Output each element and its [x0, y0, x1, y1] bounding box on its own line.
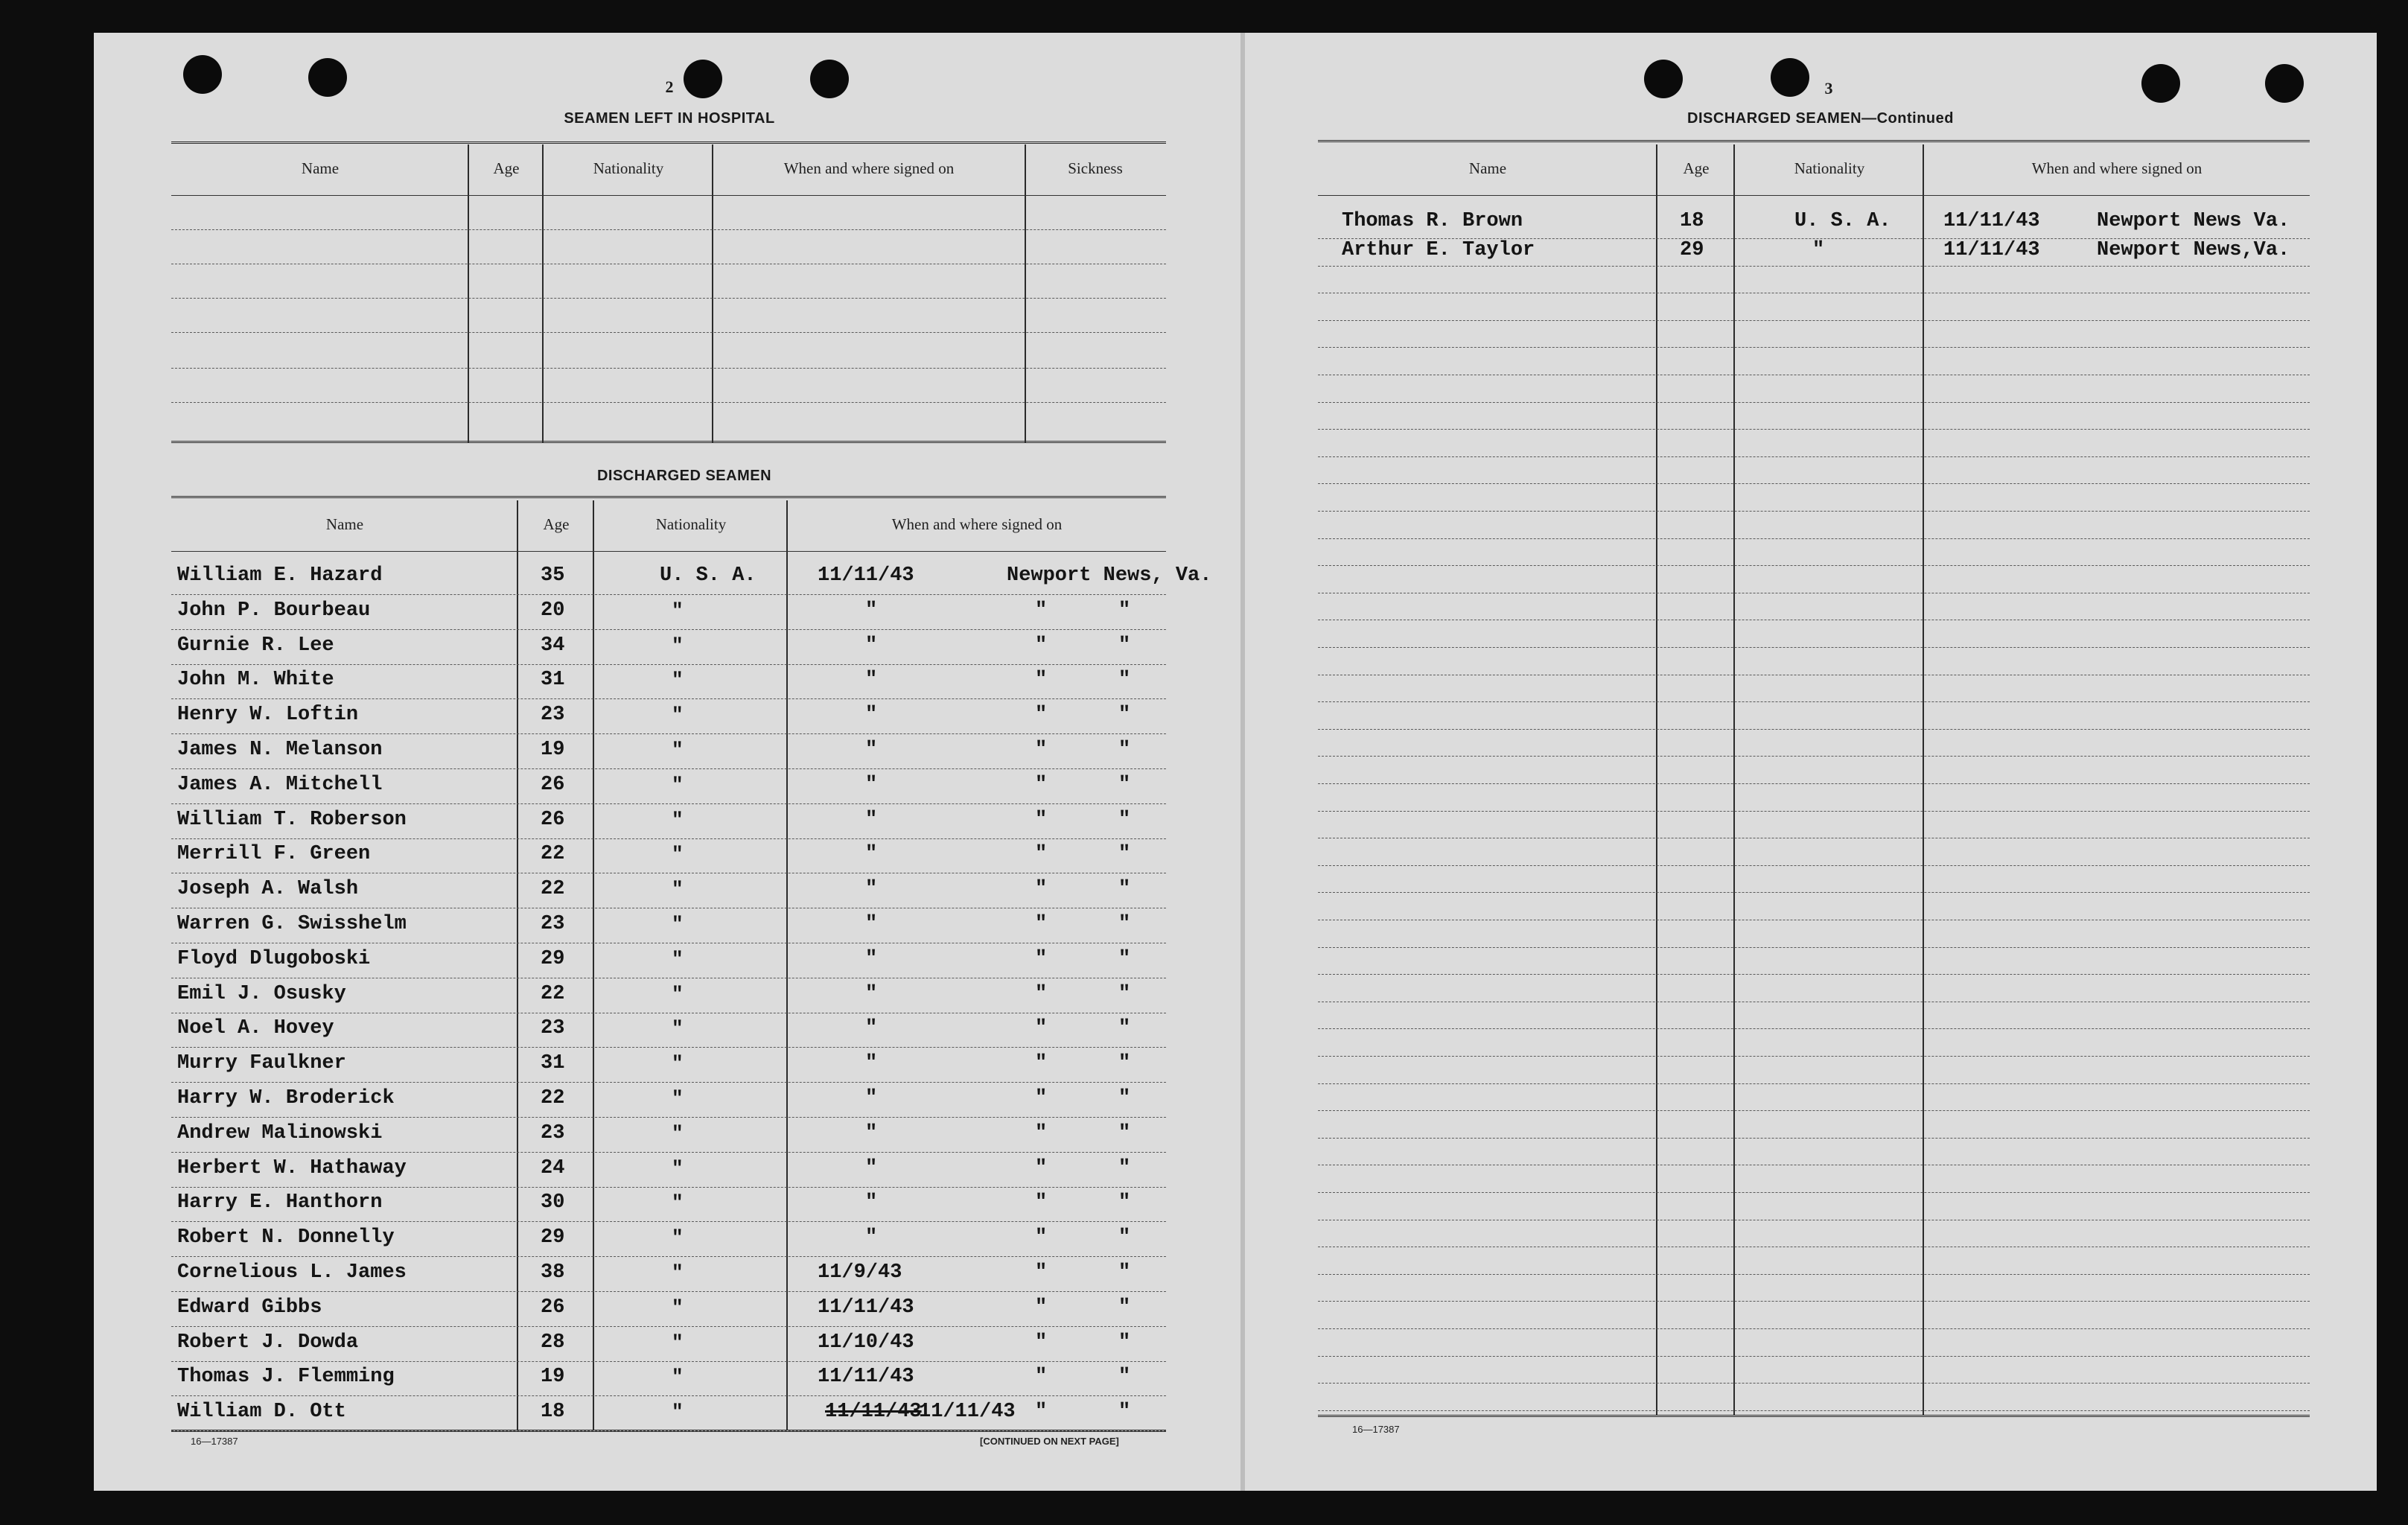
seaman-name: Robert J. Dowda: [177, 1331, 359, 1354]
seaman-nationality: ": [672, 808, 684, 831]
form-number: 16—17387: [1352, 1424, 1400, 1435]
ditto-mark: ": [1118, 1052, 1131, 1075]
row-line: [1318, 1110, 2310, 1111]
row-line: [1318, 892, 2310, 893]
seaman-nationality: ": [672, 773, 684, 796]
column-divider: [593, 500, 594, 1430]
signed-on-place: ": [1035, 669, 1048, 692]
seaman-name: Cornelious L. James: [177, 1261, 407, 1284]
row-line: [1318, 1410, 2310, 1411]
seaman-name: James A. Mitchell: [177, 773, 383, 796]
punch-hole: [1771, 58, 1809, 97]
seaman-age: 26: [541, 773, 565, 796]
seaman-nationality: U. S. A.: [1794, 210, 1891, 232]
seaman-nationality: ": [672, 599, 684, 622]
seaman-name: Joseph A. Walsh: [177, 878, 359, 901]
seaman-age: 19: [541, 739, 565, 761]
signed-on-place: ": [1035, 878, 1048, 901]
seaman-age: 20: [541, 599, 565, 622]
ditto-mark: ": [1118, 1366, 1131, 1389]
row-line: [171, 332, 1166, 333]
row-line: [1318, 783, 2310, 784]
ditto-mark: ": [1118, 1296, 1131, 1319]
seaman-age: 23: [541, 913, 565, 935]
seaman-age: 19: [541, 1366, 565, 1389]
signed-on-date: 11/10/43: [818, 1331, 914, 1354]
ditto-mark: ": [1118, 634, 1131, 657]
seaman-nationality: ": [672, 1156, 684, 1179]
column-header-nationality: Nationality: [655, 515, 727, 533]
signed-on-place: ": [1035, 913, 1048, 935]
seaman-name: Thomas R. Brown: [1342, 210, 1523, 232]
signed-on-place: ": [1035, 1331, 1048, 1354]
row-line: [1318, 511, 2310, 512]
ditto-mark: ": [1118, 1261, 1131, 1284]
ditto-mark: ": [1118, 669, 1131, 692]
seaman-nationality: ": [672, 913, 684, 935]
seaman-nationality: ": [672, 947, 684, 970]
right-page: [1240, 33, 2377, 1491]
seaman-age: 28: [541, 1331, 565, 1354]
column-divider: [1733, 144, 1735, 1415]
signed-on-place: ": [1035, 1121, 1048, 1144]
column-divider: [542, 144, 544, 442]
signed-on-date: ": [865, 599, 878, 622]
seaman-name: Murry Faulkner: [177, 1052, 346, 1075]
ditto-mark: ": [1118, 1087, 1131, 1109]
seaman-name: Arthur E. Taylor: [1342, 238, 1535, 261]
signed-on-place: ": [1035, 1017, 1048, 1040]
seaman-nationality: ": [672, 1401, 684, 1424]
signed-on-place: Newport News,Va.: [2097, 238, 2290, 261]
signed-on-place: ": [1035, 634, 1048, 657]
seaman-nationality: ": [672, 1331, 684, 1354]
seaman-age: 23: [541, 704, 565, 727]
signed-on-date: ": [865, 1191, 878, 1214]
row-line: [171, 838, 1166, 839]
seaman-nationality: ": [672, 1017, 684, 1040]
column-header-name: Name: [325, 515, 364, 533]
seaman-name: Harry E. Hanthorn: [177, 1191, 383, 1214]
row-line: [1318, 1083, 2310, 1084]
seaman-age: 24: [541, 1156, 565, 1179]
signed-on-date: 11/11/43: [818, 1296, 914, 1319]
row-line: [171, 768, 1166, 769]
row-line: [171, 1152, 1166, 1153]
ditto-mark: ": [1118, 947, 1131, 970]
signed-on-date: 11/9/43: [818, 1261, 902, 1284]
ditto-mark: ": [1118, 913, 1131, 935]
seaman-age: 22: [541, 878, 565, 901]
seaman-nationality: ": [672, 669, 684, 692]
column-header-when-where: When and where signed on: [783, 159, 955, 177]
row-line: [171, 1117, 1166, 1118]
seaman-name: Emil J. Osusky: [177, 982, 346, 1005]
seaman-name: William T. Roberson: [177, 808, 407, 831]
row-line: [1318, 483, 2310, 484]
seaman-age: 31: [541, 669, 565, 692]
ditto-mark: ": [1118, 599, 1131, 622]
seaman-name: Gurnie R. Lee: [177, 634, 334, 657]
rule: [171, 141, 1166, 144]
signed-on-date: ": [865, 1052, 878, 1075]
row-line: [1318, 1383, 2310, 1384]
seaman-nationality: ": [672, 1191, 684, 1214]
row-line: [171, 402, 1166, 403]
seaman-name: Robert N. Donnelly: [177, 1226, 395, 1249]
punch-hole: [2265, 64, 2304, 103]
seaman-name: Floyd Dlugoboski: [177, 947, 371, 970]
row-line: [1318, 1028, 2310, 1029]
signed-on-place: ": [1035, 739, 1048, 761]
row-line: [171, 1361, 1166, 1362]
ditto-mark: ": [1118, 1226, 1131, 1249]
punch-hole: [2141, 64, 2180, 103]
seaman-age: 30: [541, 1191, 565, 1214]
column-divider: [1923, 144, 1924, 1415]
row-line: [171, 594, 1166, 595]
signed-on-date: ": [865, 634, 878, 657]
row-line: [1318, 1138, 2310, 1139]
row-line: [171, 368, 1166, 369]
rule: [1318, 140, 2310, 142]
column-divider: [786, 500, 788, 1430]
seaman-nationality: ": [672, 1261, 684, 1284]
seaman-nationality: ": [672, 1366, 684, 1389]
signed-on-date: 11/11/43: [818, 564, 914, 587]
seaman-age: 34: [541, 634, 565, 657]
seaman-age: 29: [541, 947, 565, 970]
signed-on-date: ": [865, 1121, 878, 1144]
column-divider: [1025, 144, 1026, 442]
signed-on-place: Newport News, Va.: [1007, 564, 1212, 587]
signed-on-date: ": [865, 843, 878, 866]
signed-on-place: ": [1035, 982, 1048, 1005]
ditto-mark: ": [1118, 773, 1131, 796]
column-header-nationality: Nationality: [1794, 159, 1865, 177]
row-line: [1318, 429, 2310, 430]
seaman-name: Herbert W. Hathaway: [177, 1156, 407, 1179]
row-line: [171, 229, 1166, 230]
ditto-mark: ": [1118, 982, 1131, 1005]
ditto-mark: ": [1118, 878, 1131, 901]
signed-on-place: ": [1035, 1156, 1048, 1179]
row-line: [171, 1326, 1166, 1327]
signed-on-place: ": [1035, 1087, 1048, 1109]
signed-on-date: ": [865, 982, 878, 1005]
signed-on-date: 11/11/43: [818, 1366, 914, 1389]
rule: [171, 441, 1166, 443]
seaman-name: John M. White: [177, 669, 334, 692]
seaman-nationality: ": [672, 1121, 684, 1144]
header-rule: [171, 551, 1166, 552]
signed-on-date: ": [865, 704, 878, 727]
signed-on-date: ": [865, 913, 878, 935]
row-line: [1318, 1192, 2310, 1193]
ditto-mark: ": [1118, 1156, 1131, 1179]
seaman-nationality: ": [672, 1087, 684, 1109]
discharged-heading: DISCHARGED SEAMEN: [596, 468, 772, 484]
signed-on-place: ": [1035, 1052, 1048, 1075]
seaman-nationality: ": [672, 1296, 684, 1319]
row-line: [171, 1291, 1166, 1292]
signed-on-date: ": [865, 878, 878, 901]
rule: [1318, 1415, 2310, 1417]
column-header-name: Name: [301, 159, 340, 177]
ditto-mark: ": [1118, 843, 1131, 866]
signed-on-date: ": [865, 947, 878, 970]
heading-main: DISCHARGED SEAMEN: [1687, 110, 1862, 127]
row-line: [1318, 565, 2310, 566]
row-line: [1318, 402, 2310, 403]
seaman-age: 26: [541, 1296, 565, 1319]
column-header-when-where: When and where signed on: [891, 515, 1063, 533]
seaman-age: 29: [1680, 238, 1704, 261]
seaman-name: Edward Gibbs: [177, 1296, 322, 1319]
row-line: [1318, 701, 2310, 702]
ditto-mark: ": [1118, 1121, 1131, 1144]
signed-on-place: ": [1035, 1296, 1048, 1319]
signed-on-date: 11/11/43: [919, 1401, 1016, 1424]
ditto-mark: ": [1118, 704, 1131, 727]
seaman-age: 22: [541, 843, 565, 866]
seaman-name: James N. Melanson: [177, 739, 383, 761]
signed-on-date: 11/11/43: [1943, 238, 2040, 261]
seaman-name: Harry W. Broderick: [177, 1087, 395, 1109]
heading-sub: —Continued: [1861, 110, 1954, 127]
row-line: [1318, 1301, 2310, 1302]
seaman-age: 38: [541, 1261, 565, 1284]
column-divider: [712, 144, 713, 442]
punch-hole: [1644, 60, 1683, 98]
seaman-name: William D. Ott: [177, 1401, 346, 1424]
seaman-nationality: ": [672, 739, 684, 761]
row-line: [1318, 811, 2310, 812]
ditto-mark: ": [1118, 808, 1131, 831]
form-number: 16—17387: [191, 1436, 238, 1447]
column-header-sickness: Sickness: [1068, 159, 1123, 177]
column-header-nationality: Nationality: [593, 159, 664, 177]
rule: [171, 1430, 1166, 1432]
signed-on-place: Newport News Va.: [2097, 210, 2290, 232]
signed-on-place: ": [1035, 1366, 1048, 1389]
continued-note: [CONTINUED ON NEXT PAGE]: [980, 1436, 1119, 1447]
column-header-when-where: When and where signed on: [2031, 159, 2202, 177]
ditto-mark: ": [1118, 1017, 1131, 1040]
struck-date: 11/11/43: [825, 1401, 922, 1424]
row-line: [1318, 456, 2310, 457]
seaman-age: 31: [541, 1052, 565, 1075]
seaman-age: 23: [541, 1017, 565, 1040]
seaman-nationality: ": [672, 634, 684, 657]
signed-on-place: ": [1035, 808, 1048, 831]
row-line: [171, 733, 1166, 734]
row-line: [171, 1082, 1166, 1083]
signed-on-place: ": [1035, 1191, 1048, 1214]
punch-hole: [183, 55, 222, 94]
page-number: 3: [1824, 79, 1833, 98]
seaman-name: Merrill F. Green: [177, 843, 371, 866]
page-number: 2: [665, 77, 674, 96]
header-rule: [1318, 195, 2310, 196]
column-header-age: Age: [1683, 159, 1710, 177]
signed-on-place: ": [1035, 704, 1048, 727]
seaman-nationality: ": [672, 1226, 684, 1249]
seaman-name: Warren G. Swisshelm: [177, 913, 407, 935]
signed-on-date: ": [865, 808, 878, 831]
row-line: [1318, 347, 2310, 348]
row-line: [1318, 865, 2310, 866]
seaman-name: Thomas J. Flemming: [177, 1366, 395, 1389]
column-header-age: Age: [493, 159, 520, 177]
ditto-mark: ": [1118, 1401, 1131, 1424]
row-line: [1318, 538, 2310, 539]
signed-on-place: ": [1035, 773, 1048, 796]
signed-on-date: ": [865, 1156, 878, 1179]
signed-on-date: ": [865, 669, 878, 692]
signed-on-date: ": [865, 773, 878, 796]
row-line: [1318, 266, 2310, 267]
seaman-age: 22: [541, 982, 565, 1005]
seaman-age: 26: [541, 808, 565, 831]
row-line: [1318, 1328, 2310, 1329]
column-header-name: Name: [1468, 159, 1507, 177]
signed-on-date: ": [865, 739, 878, 761]
column-header-age: Age: [543, 515, 570, 533]
signed-on-date: ": [865, 1087, 878, 1109]
column-divider: [517, 500, 518, 1430]
signed-on-place: ": [1035, 1401, 1048, 1424]
ditto-mark: ": [1118, 1191, 1131, 1214]
row-line: [1318, 974, 2310, 975]
row-line: [171, 1256, 1166, 1257]
column-divider: [468, 144, 469, 442]
row-line: [1318, 947, 2310, 948]
signed-on-place: ": [1035, 599, 1048, 622]
row-line: [1318, 238, 2310, 239]
ditto-mark: ": [1118, 739, 1131, 761]
row-line: [1318, 756, 2310, 757]
seaman-nationality: ": [672, 878, 684, 901]
seaman-age: 18: [1680, 210, 1704, 232]
seaman-nationality: ": [672, 1052, 684, 1075]
seaman-age: 23: [541, 1121, 565, 1144]
seaman-nationality: ": [1812, 238, 1825, 261]
ditto-mark: ": [1118, 1331, 1131, 1354]
seaman-age: 35: [541, 564, 565, 587]
hospital-heading: SEAMEN LEFT IN HOSPITAL: [564, 110, 775, 127]
seaman-nationality: ": [672, 843, 684, 866]
signed-on-place: ": [1035, 843, 1048, 866]
row-line: [171, 1047, 1166, 1048]
punch-hole: [308, 58, 347, 97]
seaman-name: John P. Bourbeau: [177, 599, 371, 622]
row-line: [171, 664, 1166, 665]
seaman-name: Henry W. Loftin: [177, 704, 359, 727]
header-rule: [171, 195, 1166, 196]
row-line: [171, 1221, 1166, 1222]
discharged-continued-heading: [1687, 110, 1954, 127]
seaman-nationality: ": [672, 982, 684, 1005]
row-line: [171, 1395, 1166, 1396]
signed-on-place: ": [1035, 1261, 1048, 1284]
row-line: [1318, 1356, 2310, 1357]
seaman-nationality: U. S. A.: [660, 564, 757, 587]
row-line: [171, 803, 1166, 804]
signed-on-place: ": [1035, 1226, 1048, 1249]
seaman-age: 29: [541, 1226, 565, 1249]
seaman-name: William E. Hazard: [177, 564, 383, 587]
signed-on-date: 11/11/43: [1943, 210, 2040, 232]
seaman-age: 22: [541, 1087, 565, 1109]
seaman-name: Andrew Malinowski: [177, 1121, 383, 1144]
row-line: [1318, 729, 2310, 730]
row-line: [171, 698, 1166, 699]
left-page: [94, 33, 1240, 1491]
row-line: [1318, 1056, 2310, 1057]
punch-hole: [810, 60, 849, 98]
document-sheet: [94, 33, 2377, 1491]
row-line: [1318, 1274, 2310, 1275]
signed-on-date: ": [865, 1226, 878, 1249]
row-line: [171, 1187, 1166, 1188]
seaman-name: Noel A. Hovey: [177, 1017, 334, 1040]
row-line: [171, 629, 1166, 630]
signed-on-date: ": [865, 1017, 878, 1040]
column-divider: [1656, 144, 1657, 1415]
row-line: [171, 298, 1166, 299]
row-line: [1318, 320, 2310, 321]
row-line: [1318, 647, 2310, 648]
signed-on-place: ": [1035, 947, 1048, 970]
rule: [171, 496, 1166, 498]
seaman-age: 18: [541, 1401, 565, 1424]
seaman-nationality: ": [672, 704, 684, 727]
